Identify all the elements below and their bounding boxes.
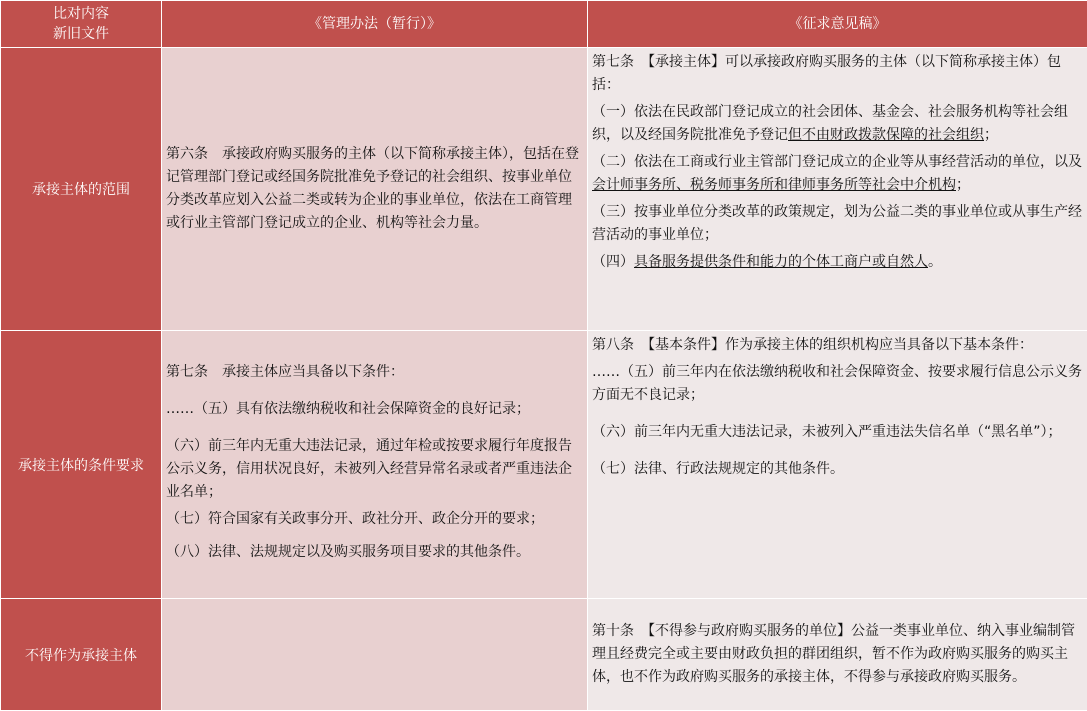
underlined-text: 会计师事务所、税务师事务所和律师事务所等社会中介机构: [592, 177, 956, 193]
row-label: 承接主体的范围: [1, 48, 162, 331]
new-doc-paragraph: 第十条 【不得参与政府购买服务的单位】公益一类事业单位、纳入事业编制管理且经费完全或主要由财政负担的群团组织，暂不作为政府购买服务的购买主体，也不作为政府购买服务的承接主体，不得参与承接政府购买服务。: [592, 620, 1083, 689]
text-span: （四）: [592, 254, 634, 270]
text-span: （一）依法在民政部门登记成立的社会团体、基金会、社会服务机构等社会组织，以及经国务院批准免予登记: [592, 104, 1068, 143]
new-doc-paragraph: 第八条 【基本条件】作为承接主体的组织机构应当具备以下基本条件：: [592, 334, 1083, 357]
old-doc-cell: [162, 331, 588, 599]
old-doc-paragraph: （六）前三年内无重大违法记录，通过年检或按要求履行年度报告公示义务，信用状况良好，未被列入经营异常名录或者严重违法企业名单；: [166, 435, 583, 504]
new-doc-paragraph: [592, 251, 1083, 274]
new-doc-paragraph: （六）前三年内无重大违法记录，未被列入严重违法失信名单（“黑名单”）；: [592, 421, 1083, 444]
old-doc-paragraph: 第六条 承接政府购买服务的主体（以下简称承接主体），包括在登记管理部门登记或经国务院批准免予登记的社会组织、按事业单位分类改革应划入公益二类或转为企业的事业单位，依法在工商管理或行业主管部门登记成立的企业、机构等社会力量。: [166, 143, 583, 235]
header-compare-line1: 比对内容: [1, 4, 161, 24]
header-compare-cell: [1, 1, 162, 48]
old-doc-paragraph: （八）法律、法规规定以及购买服务项目要求的其他条件。: [166, 541, 583, 564]
old-doc-paragraph: （七）符合国家有关政事分开、政社分开、政企分开的要求；: [166, 508, 583, 531]
text-span: （二）依法在工商或行业主管部门登记成立的企业等从事经营活动的单位，以及: [592, 154, 1082, 170]
table-row: [1, 48, 1087, 331]
new-doc-paragraph: （三）按事业单位分类改革的政策规定，划为公益二类的事业单位或从事生产经营活动的事业单位；: [592, 201, 1083, 247]
text-span: ；: [984, 127, 998, 143]
table-row: [1, 331, 1087, 599]
old-doc-cell-empty: [162, 599, 588, 711]
old-doc-cell: [162, 48, 588, 331]
new-doc-paragraph: 第七条 【承接主体】可以承接政府购买服务的主体（以下简称承接主体）包括：: [592, 51, 1083, 97]
new-doc-paragraph: （七）法律、行政法规规定的其他条件。: [592, 458, 1083, 481]
row-label: 不得作为承接主体: [1, 599, 162, 711]
header-old-doc: 《管理办法（暂行）》: [162, 1, 588, 48]
header-compare-line2: 新旧文件: [1, 24, 161, 44]
new-doc-paragraph: ……（五）前三年内在依法缴纳税收和社会保障资金、按要求履行信息公示义务方面无不良记录；: [592, 361, 1083, 407]
new-doc-cell: [588, 48, 1087, 331]
old-doc-paragraph: 第七条 承接主体应当具备以下条件：: [166, 361, 583, 384]
new-doc-paragraph: [592, 101, 1083, 147]
new-doc-cell: [588, 331, 1087, 599]
table-header-row: [1, 1, 1087, 48]
new-doc-paragraph: [592, 151, 1083, 197]
header-new-doc: 《征求意见稿》: [588, 1, 1087, 48]
underlined-text: 但不由财政拨款保障的社会组织: [788, 127, 984, 143]
table-row: [1, 599, 1087, 711]
text-span: 。: [928, 254, 942, 270]
new-doc-cell: [588, 599, 1087, 711]
row-label: 承接主体的条件要求: [1, 331, 162, 599]
old-doc-paragraph: ……（五）具有依法缴纳税收和社会保障资金的良好记录；: [166, 398, 583, 421]
underlined-text: 具备服务提供条件和能力的个体工商户或自然人: [634, 254, 928, 270]
text-span: ；: [956, 177, 970, 193]
